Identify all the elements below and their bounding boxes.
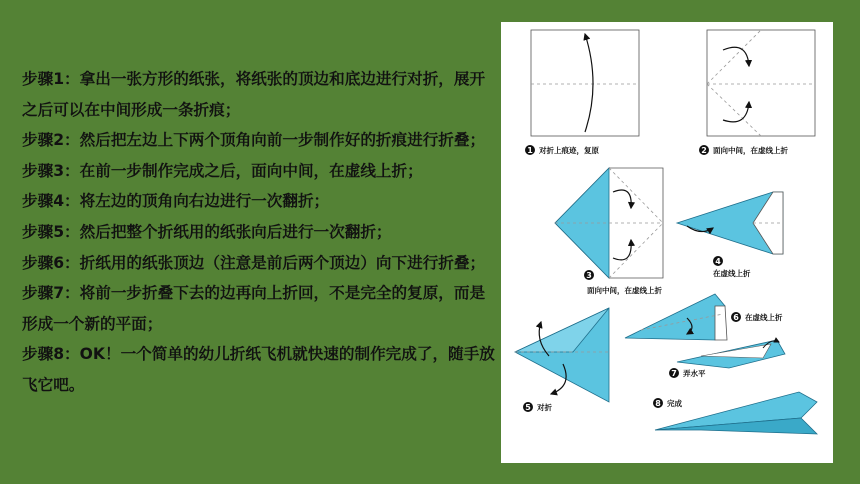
step-2: 步骤2：然后把左边上下两个顶角向前一步制作好的折痕进行折叠； [22, 131, 486, 150]
paper-back [701, 344, 771, 358]
step-number: 8 [655, 399, 661, 408]
step-caption: 在虚线上折 [713, 269, 751, 278]
step-number: 3 [586, 271, 592, 280]
diagram-step-1 [525, 30, 639, 156]
step-caption: 面向中间，在虚线上折 [587, 286, 662, 295]
step-number: 7 [671, 369, 677, 378]
step-number: 2 [701, 146, 707, 155]
step-caption: 在虚线上折 [745, 313, 783, 322]
step-number: 4 [715, 257, 721, 266]
step-caption: 面向中间，在虚线上折 [713, 146, 788, 155]
instruction-text [22, 64, 498, 401]
folding-diagram-panel [501, 22, 833, 463]
step-1: 步骤1：拿出一张方形的纸张，将纸张的顶边和底边进行对折，展开之后可以在中间形成一条折痕； [22, 70, 486, 119]
diagram-step-4 [677, 192, 783, 278]
step-8: 步骤8：OK！一个简单的幼儿折纸飞机就快速的制作完成了，随手放飞它吧。 [22, 345, 495, 394]
diagram-step-7 [669, 340, 785, 378]
step-caption: 完成 [667, 399, 682, 408]
step-3: 步骤3：在前一步制作完成之后，面向中间，在虚线上折； [22, 161, 423, 180]
diagram-step-6 [625, 294, 783, 340]
diagram-step-2 [699, 30, 815, 156]
diagram-step-3 [555, 168, 663, 296]
step-number: 1 [527, 146, 533, 155]
diagram-step-8 [653, 392, 817, 434]
step-7: 步骤7：将前一步折叠下去的边再向上折回，不是完全的复原，而是形成一个新的平面； [22, 284, 486, 333]
step-6: 步骤6：折纸用的纸张顶边（注意是前后两个顶边）向下进行折叠； [22, 253, 486, 272]
paper-back [715, 306, 727, 340]
step-caption: 对折上痕迹，复原 [539, 146, 599, 155]
step-caption: 弄水平 [683, 369, 706, 378]
step-5: 步骤5：然后把整个折纸用的纸张向后进行一次翻折； [22, 222, 392, 241]
paper-square [531, 30, 639, 136]
step-number: 5 [525, 403, 531, 412]
step-caption: 对折 [537, 403, 552, 412]
diagram-step-5 [515, 308, 609, 412]
folding-diagram [501, 22, 833, 463]
paper-shape [625, 294, 725, 340]
step-number: 6 [733, 313, 739, 322]
step-4: 步骤4：将左边的顶角向右边进行一次翻折； [22, 192, 330, 211]
